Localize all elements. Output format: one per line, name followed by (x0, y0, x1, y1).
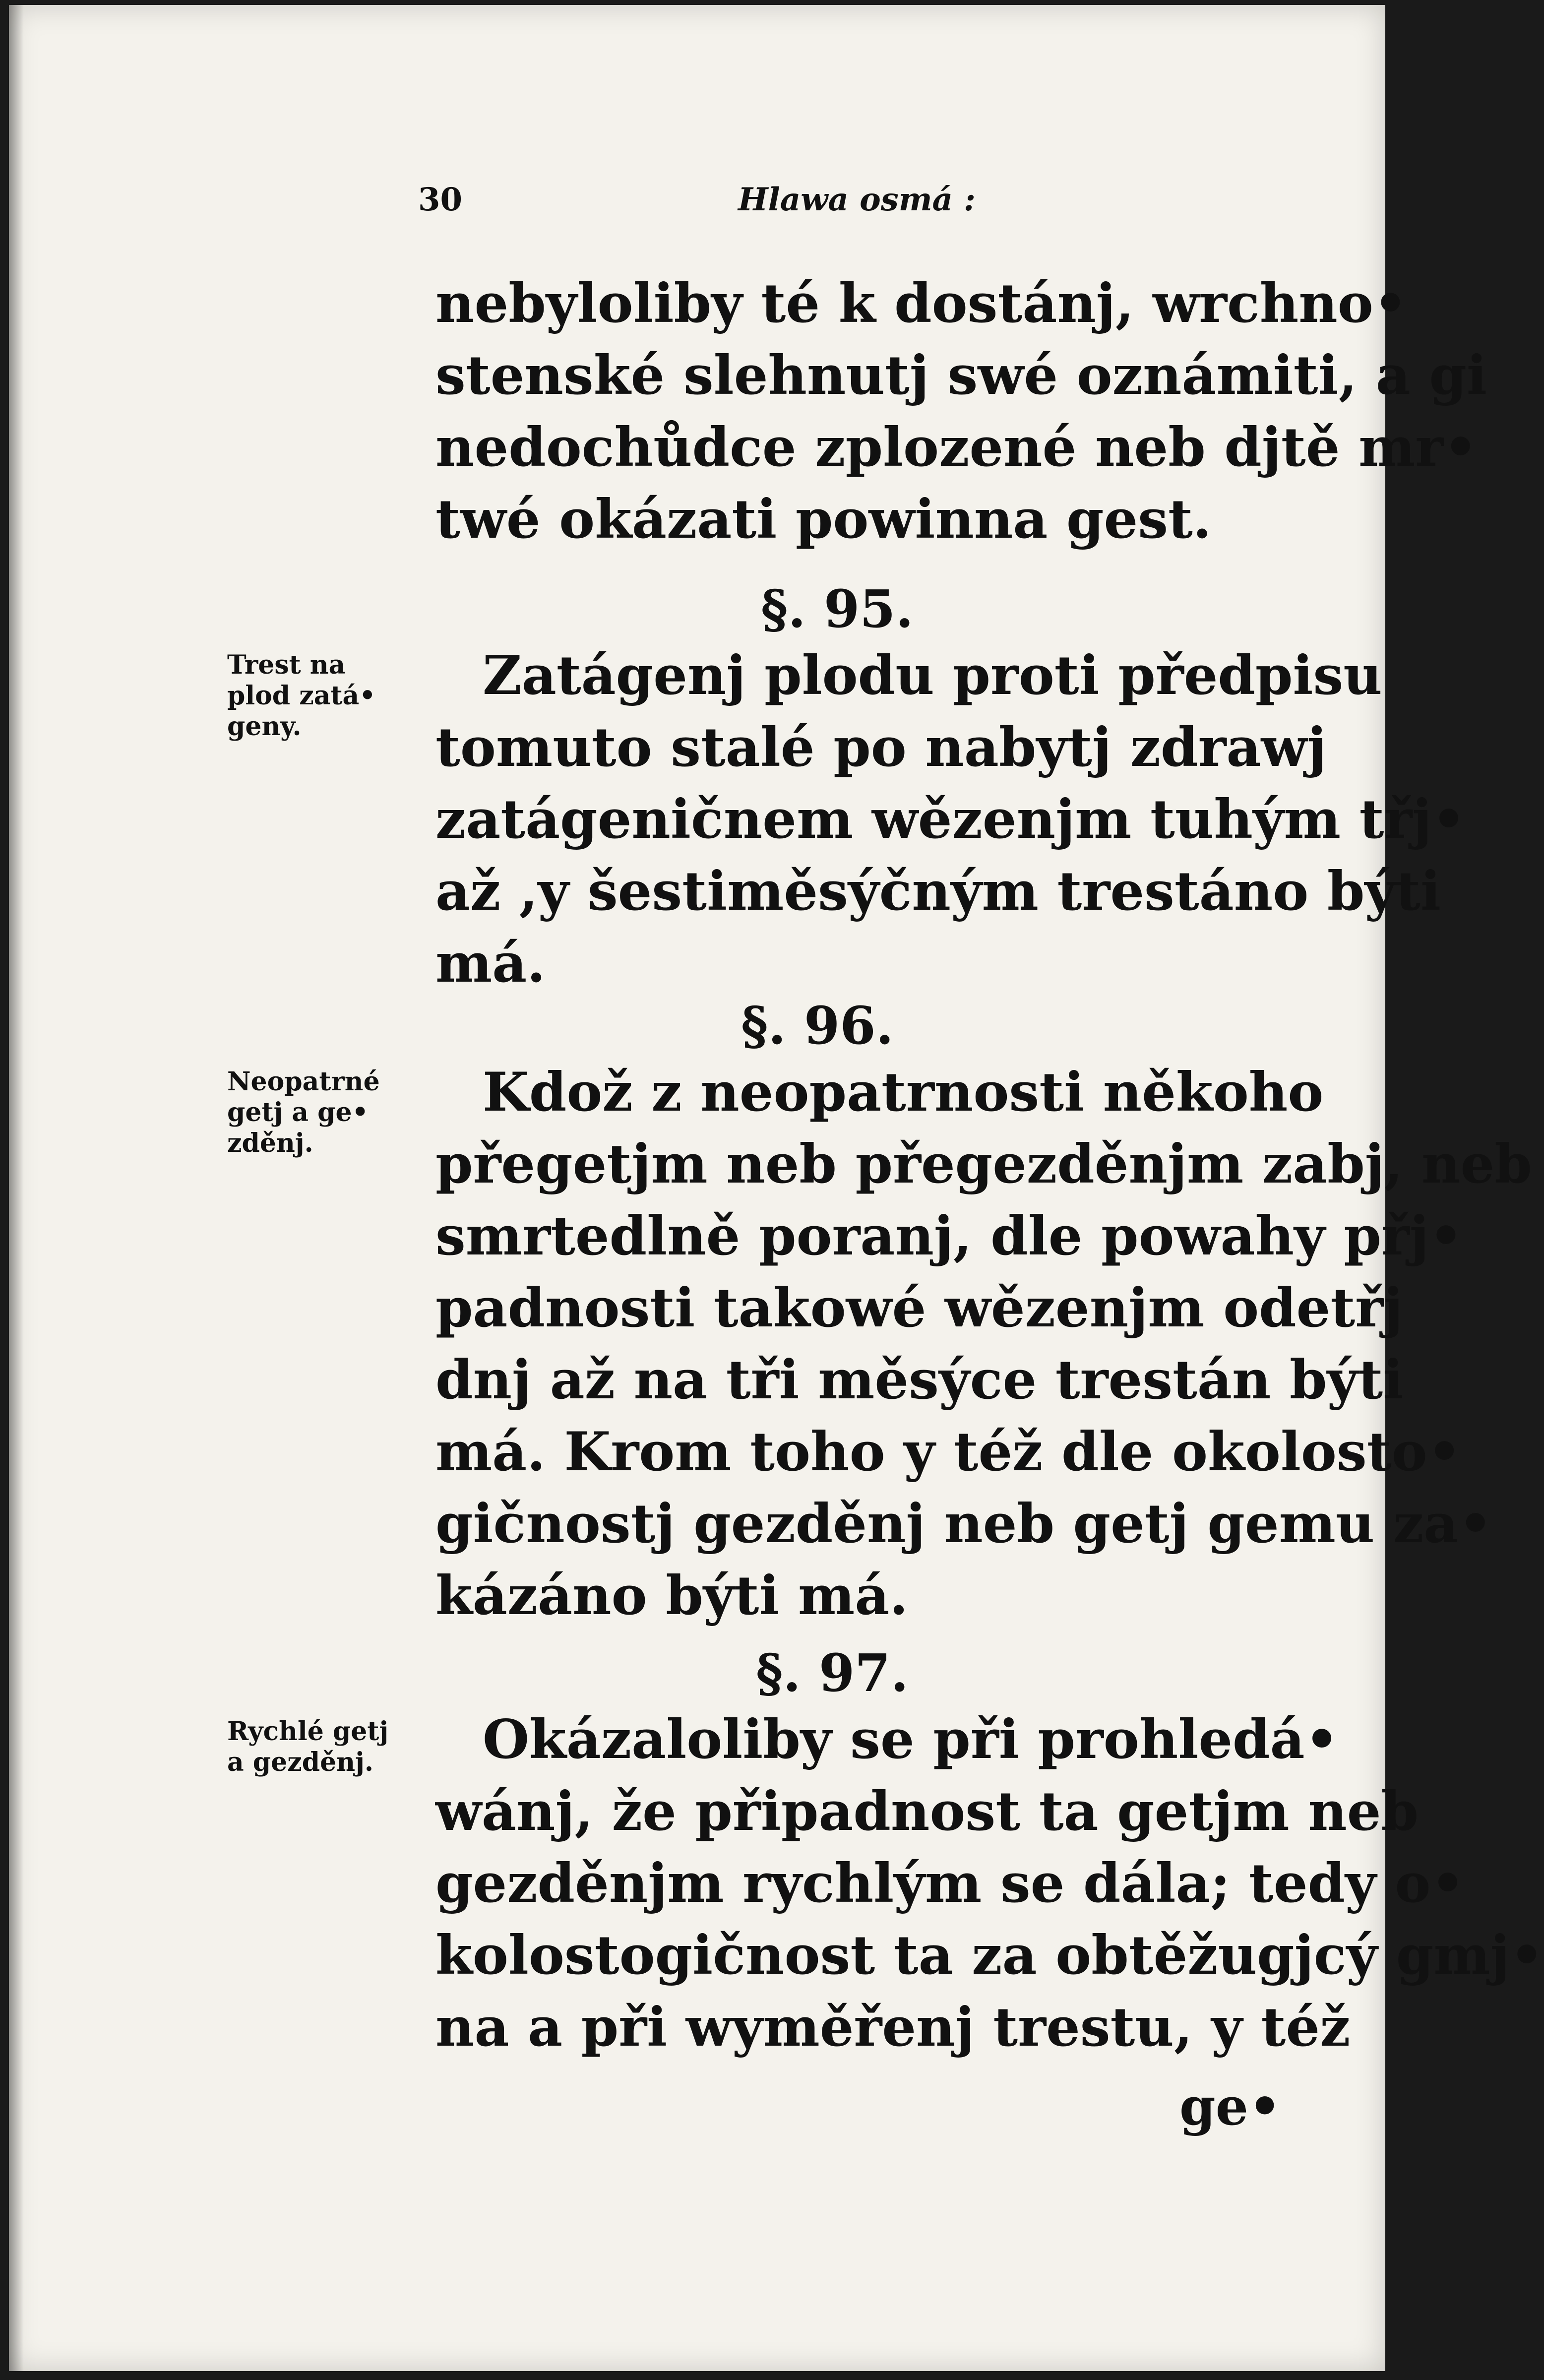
text-line: padnosti takowé wězenjm odetřj (435, 1277, 1403, 1339)
text-line: na a při wyměřenj trestu, y též (435, 1996, 1351, 2059)
section-heading-96: §. 96. (741, 995, 894, 1056)
section-body-95 (435, 640, 1466, 1000)
text-line: má. (435, 932, 546, 995)
margin-note-95 (227, 650, 416, 742)
text-line: nebyloliby té k dostánj, wrchno• (435, 272, 1408, 335)
section-body-97 (435, 1704, 1544, 2064)
running-head: Hlawa osmá : (738, 181, 976, 218)
page-number: 30 (418, 181, 463, 218)
text-line: kázáno býti má. (435, 1565, 908, 1627)
text-line: Zatágenj plodu proti předpisu (483, 644, 1382, 707)
text-line: dnj až na tři měsýce trestán býti (435, 1349, 1404, 1411)
text-line: má. Krom toho y též dle okolosto• (435, 1421, 1462, 1483)
margin-note-line: Neopatrné (227, 1066, 380, 1097)
text-line: gičnostj gezděnj neb getj gemu za• (435, 1493, 1493, 1555)
section-heading-95: §. 95. (761, 578, 914, 639)
text-line: gezděnjm rychlým se dála; tedy o• (435, 1852, 1465, 1915)
section-heading-97: §. 97. (756, 1642, 909, 1703)
margin-note-line: Rychlé getj (227, 1716, 389, 1747)
margin-note-96 (227, 1066, 416, 1159)
text-line: Okázaloliby se při prohledá• (483, 1708, 1339, 1771)
text-line: Kdož z neopatrnosti někoho (483, 1061, 1324, 1124)
text-line: twé okázati powinna gest. (435, 488, 1212, 551)
text-line: stenské slehnutj swé oznámiti, a gi (435, 344, 1487, 407)
margin-note-line: geny. (227, 711, 302, 742)
text-line: nedochůdce zplozené neb djtě mr• (435, 416, 1478, 479)
margin-note-line: zděnj. (227, 1128, 313, 1158)
paragraph-continuation (435, 268, 1487, 556)
text-line: smrtedlně poranj, dle powahy přj• (435, 1205, 1463, 1267)
margin-note-line: plod zatá• (227, 681, 376, 711)
text-line: přegetjm neb přegezděnjm zabj, neb (435, 1133, 1532, 1195)
catchword: ge• (1179, 2076, 1282, 2137)
text-line: zatágeničnem wězenjm tuhým třj• (435, 788, 1466, 851)
text-line: tomuto stalé po nabytj zdrawj (435, 716, 1327, 779)
book-page (9, 5, 1544, 2371)
margin-note-line: Trest na (227, 650, 346, 680)
text-line: až ,y šestiměsýčným trestáno býti (435, 860, 1441, 923)
text-line: wánj, že připadnost ta getjm neb (435, 1780, 1419, 1843)
margin-note-line: a gezděnj. (227, 1747, 373, 1777)
text-line: kolostogičnost ta za obtěžugjcý gmj• (435, 1924, 1544, 1987)
margin-note-97 (227, 1716, 416, 1778)
section-body-96 (435, 1057, 1532, 1632)
page-header (9, 181, 1385, 221)
margin-note-line: getj a ge• (227, 1097, 369, 1127)
